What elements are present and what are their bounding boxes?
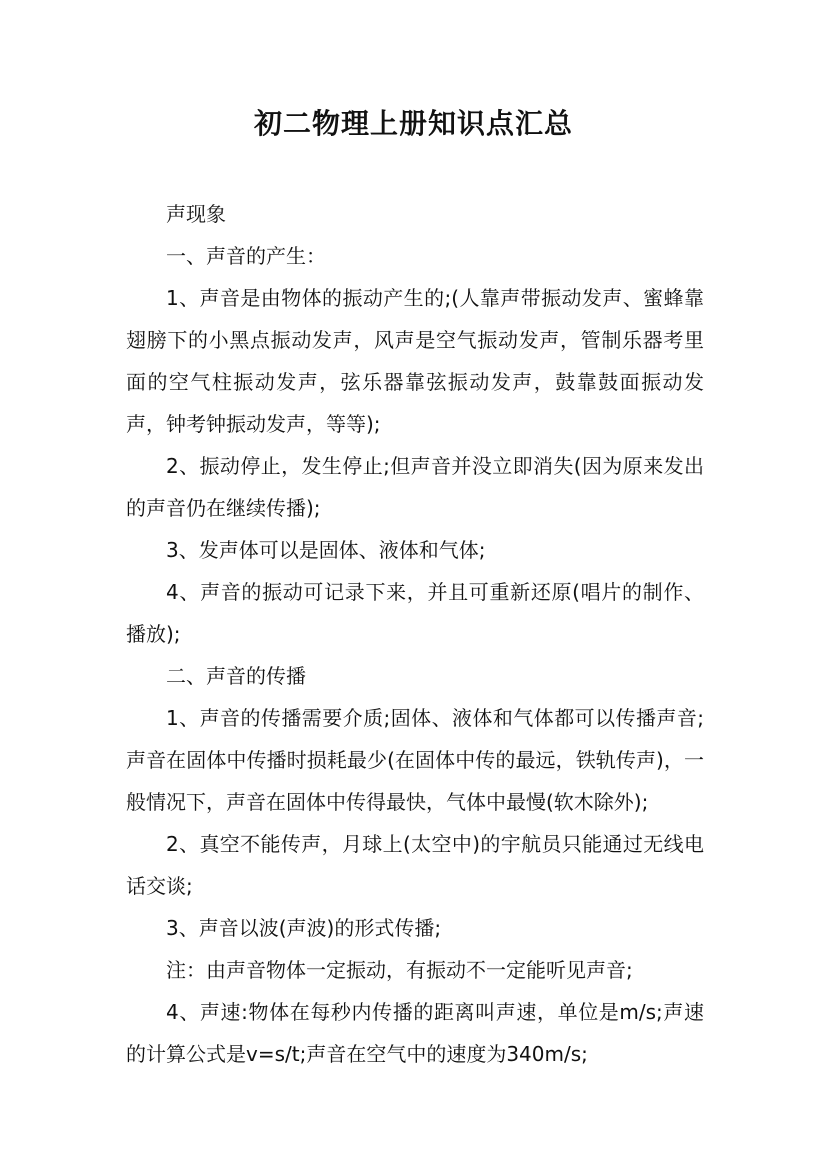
subsection-heading-sound-production: 一、声音的产生： <box>166 244 326 268</box>
document-body <box>126 193 704 1075</box>
subsection-heading-sound-propagation: 二、声音的传播 <box>166 664 306 688</box>
paragraph: 1、声音是由物体的振动产生的;(人靠声带振动发声、蜜蜂靠翅膀下的小黑点振动发声，风声是空气振动发声，管制乐器考里面的空气柱振动发声，弦乐器靠弦振动发声，鼓靠鼓面振动发声，钟考钟振动发声，等等); <box>126 286 704 436</box>
paragraph: 4、声音的振动可记录下来，并且可重新还原(唱片的制作、播放); <box>126 580 704 646</box>
paragraph: 4、声速:物体在每秒内传播的距离叫声速，单位是m/s;声速的计算公式是v=s/t;声音在空气中的速度为340m/s; <box>126 1000 704 1066</box>
paragraph: 1、声音的传播需要介质;固体、液体和气体都可以传播声音;声音在固体中传播时损耗最少(在固体中传的最远，铁轨传声)，一般情况下，声音在固体中传得最快，气体中最慢(软木除外); <box>126 706 704 814</box>
paragraph: 2、真空不能传声，月球上(太空中)的宇航员只能通过无线电话交谈; <box>126 832 704 898</box>
paragraph: 3、发声体可以是固体、液体和气体; <box>166 538 486 562</box>
paragraph: 3、声音以波(声波)的形式传播; <box>166 916 442 940</box>
note-paragraph: 注：由声音物体一定振动，有振动不一定能听见声音; <box>166 958 633 982</box>
paragraph: 2、振动停止，发生停止;但声音并没立即消失(因为原来发出的声音仍在继续传播); <box>126 454 704 520</box>
document-title: 初二物理上册知识点汇总 <box>253 107 573 140</box>
section-heading-acoustics: 声现象 <box>166 202 226 226</box>
